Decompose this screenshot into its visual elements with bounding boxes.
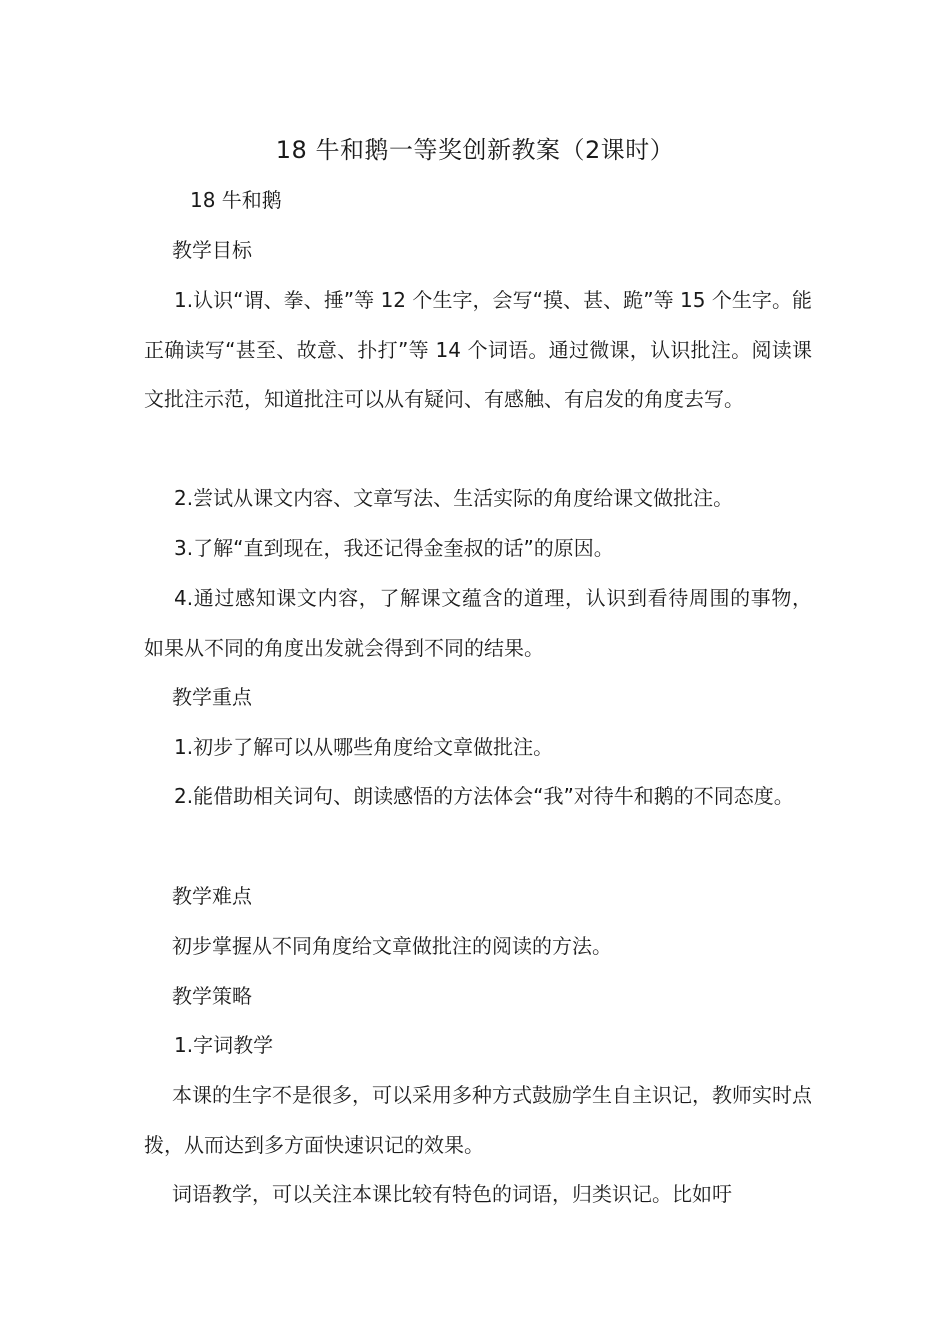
heading-teaching-goals: 教学目标 — [172, 238, 252, 262]
strategy-paragraph-2: 词语教学，可以关注本课比较有特色的词语，归类识记。比如吁 — [172, 1182, 732, 1206]
heading-teaching-difficulties: 教学难点 — [172, 884, 252, 908]
goal-item-2: 2.尝试从课文内容、文章写法、生活实际的角度给课文做批注。 — [174, 486, 734, 510]
key-point-item-1: 1.初步了解可以从哪些角度给文章做批注。 — [174, 735, 554, 759]
strategy-paragraph-1: 本课的生字不是很多，可以采用多种方式鼓励学生自主识记，教师实时点拨，从而达到多方面快速识记的效果。 — [144, 1083, 812, 1157]
heading-teaching-strategy: 教学策略 — [172, 984, 252, 1008]
goal-item-3: 3.了解“直到现在，我还记得金奎叔的话”的原因。 — [174, 536, 614, 560]
strategy-item-1-title: 1.字词教学 — [174, 1033, 274, 1057]
document-title: 18 牛和鹅一等奖创新教案（2课时） — [275, 136, 675, 164]
lesson-subtitle: 18 牛和鹅 — [190, 188, 282, 212]
goal-item-1: 1.认识“谓、拳、捶”等 12 个生字，会写“摸、甚、跪”等 15 个生字。能正确读写“甚至、故意、扑打”等 14 个词语。通过微课，认识批注。阅读课文批注示范，知道批注可以从有疑问、有感触、有启发的角度去写。 — [144, 288, 812, 412]
heading-teaching-key-points: 教学重点 — [172, 685, 252, 709]
difficulty-item-1: 初步掌握从不同角度给文章做批注的阅读的方法。 — [172, 934, 612, 958]
goal-item-4: 4.通过感知课文内容，了解课文蕴含的道理，认识到看待周围的事物，如果从不同的角度出发就会得到不同的结果。 — [144, 586, 812, 660]
key-point-item-2: 2.能借助相关词句、朗读感悟的方法体会“我”对待牛和鹅的不同态度。 — [174, 784, 794, 808]
